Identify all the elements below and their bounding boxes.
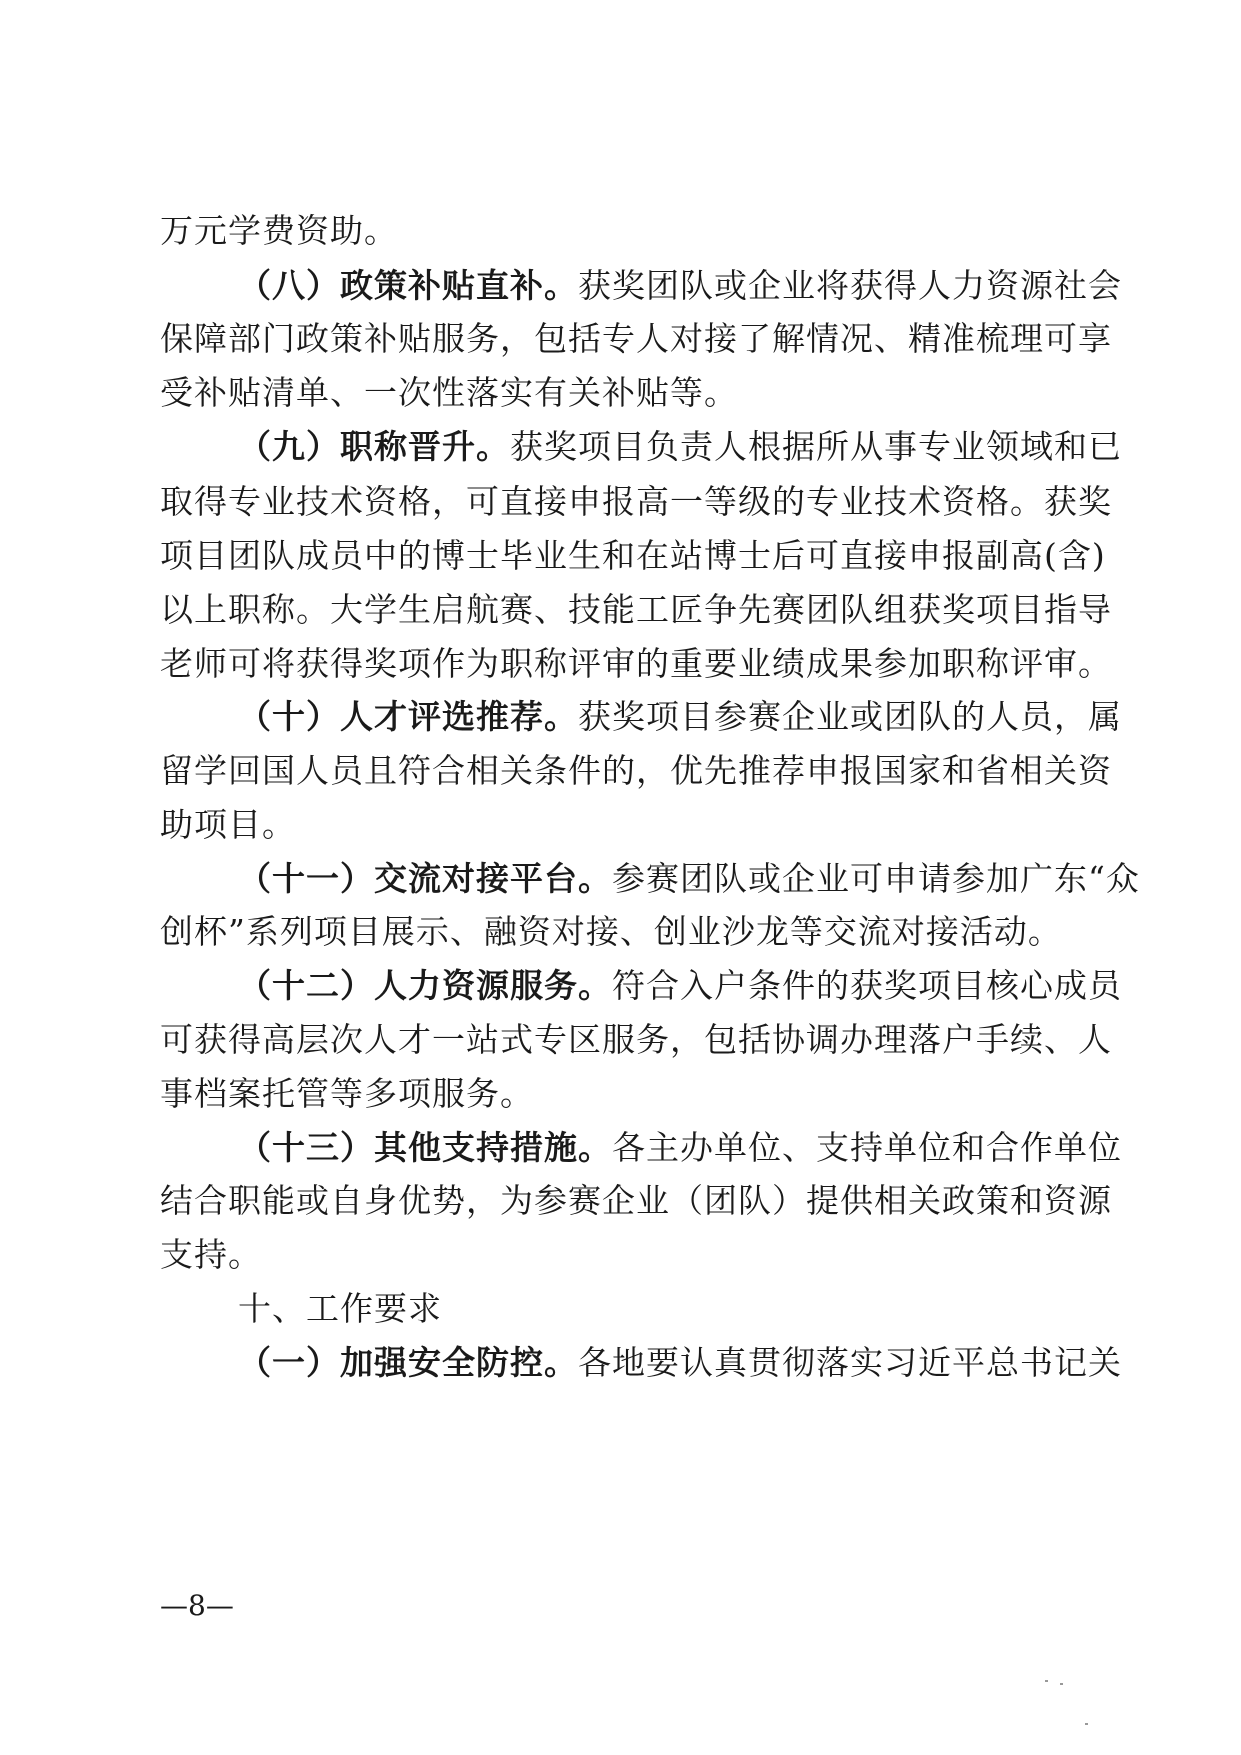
section-10-title: （十）人才评选推荐。	[238, 697, 578, 736]
paragraph-line: 项目团队成员中的博士毕业生和在站博士后可直接申报副高(含)	[160, 536, 1106, 575]
paragraph-line: 取得专业技术资格，可直接申报高一等级的专业技术资格。获奖	[160, 482, 1112, 521]
scan-speck	[1045, 1680, 1048, 1682]
section-8-heading-line: （八）政策补贴直补。获奖团队或企业将获得人力资源社会	[238, 266, 1122, 305]
paragraph-line: 受补贴清单、一次性落实有关补贴等。	[160, 373, 738, 412]
section-8-title: （八）政策补贴直补。	[238, 266, 578, 305]
paragraph-line: 助项目。	[160, 805, 296, 844]
section-heading-work-requirements: 十、工作要求	[238, 1289, 442, 1328]
section-12-heading-line: （十二）人力资源服务。符合入户条件的获奖项目核心成员	[238, 966, 1122, 1005]
paragraph-line: 留学回国人员且符合相关条件的，优先推荐申报国家和省相关资	[160, 751, 1112, 790]
section-12-title: （十二）人力资源服务。	[238, 966, 612, 1005]
section-10-heading-line: （十）人才评选推荐。获奖项目参赛企业或团队的人员，属	[238, 697, 1122, 736]
section-11-heading-line: （十一）交流对接平台。参赛团队或企业可申请参加广东“众	[238, 859, 1140, 898]
page-number: —8—	[160, 1589, 234, 1622]
requirement-1-heading-line: （一）加强安全防控。各地要认真贯彻落实习近平总书记关	[238, 1343, 1122, 1382]
paragraph-line: 可获得高层次人才一站式专区服务，包括协调办理落户手续、人	[160, 1020, 1112, 1059]
section-11-title: （十一）交流对接平台。	[238, 859, 612, 898]
section-9-title: （九）职称晋升。	[238, 427, 510, 466]
paragraph-line: 以上职称。大学生启航赛、技能工匠争先赛团队组获奖项目指导	[160, 590, 1112, 629]
scan-speck	[1085, 1723, 1088, 1725]
paragraph-line: 结合职能或自身优势，为参赛企业（团队）提供相关政策和资源	[160, 1181, 1112, 1220]
requirement-1-title: （一）加强安全防控。	[238, 1343, 578, 1382]
section-9-heading-line: （九）职称晋升。获奖项目负责人根据所从事专业领域和已	[238, 427, 1122, 466]
paragraph-line: 支持。	[160, 1235, 262, 1274]
paragraph-line: 万元学费资助。	[160, 211, 398, 250]
section-13-heading-line: （十三）其他支持措施。各主办单位、支持单位和合作单位	[238, 1128, 1122, 1167]
paragraph-line: 事档案托管等多项服务。	[160, 1074, 534, 1113]
paragraph-line: 创杯”系列项目展示、融资对接、创业沙龙等交流对接活动。	[160, 912, 1062, 951]
paragraph-line: 老师可将获得奖项作为职称评审的重要业绩成果参加职称评审。	[160, 644, 1112, 683]
paragraph-line: 保障部门政策补贴服务，包括专人对接了解情况、精准梳理可享	[160, 319, 1112, 358]
section-13-title: （十三）其他支持措施。	[238, 1128, 612, 1167]
scan-speck	[1060, 1683, 1063, 1685]
